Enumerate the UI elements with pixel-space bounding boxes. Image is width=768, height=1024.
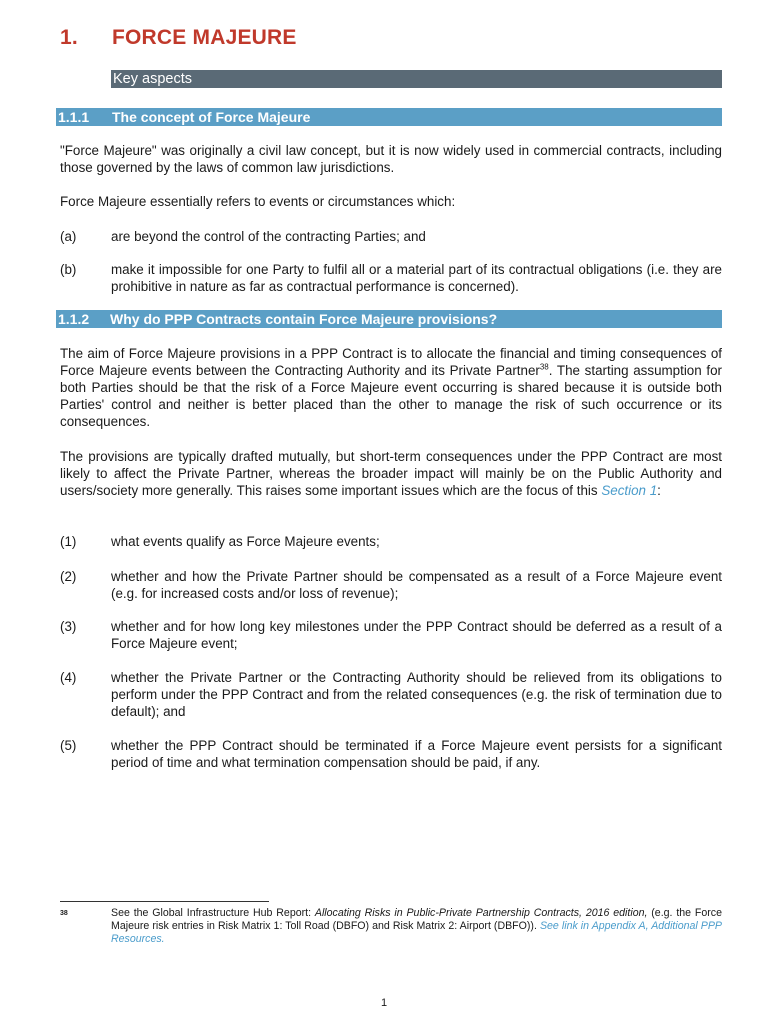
list-item-text: whether the Private Partner or the Contracting Authority should be relieved from its obligations to perform under the PPP Contract and from the related consequences (e.g. the risk of termination due to default); and <box>111 670 722 719</box>
footnote-report-title: Allocating Risks in Public-Private Partnership Contracts, 2016 edition, <box>314 907 648 919</box>
appendix-link[interactable]: See link in Appendix A, Additional PPP Resources. <box>111 920 722 945</box>
chapter-title: FORCE MAJEURE <box>112 26 297 49</box>
paragraph: "Force Majeure" was originally a civil law concept, but it is now widely used in commercial contracts, including those governed by the laws of common law jurisdictions. <box>60 143 722 175</box>
list-item-label: (5) <box>60 738 77 753</box>
section-heading-1-1-2 <box>56 310 722 328</box>
list-item-text: whether and how the Private Partner should be compensated as a result of a Force Majeure event (e.g. for increased costs and/or loss of revenue); <box>111 569 722 601</box>
list-item-text: are beyond the control of the contracting Parties; and <box>111 229 426 244</box>
list-item-label: (a) <box>60 229 77 244</box>
list-item-label: (b) <box>60 262 77 277</box>
list-item <box>60 568 722 602</box>
page-title <box>60 26 297 50</box>
paragraph <box>60 448 722 499</box>
list-item <box>60 737 722 771</box>
section-heading-1-1-1 <box>56 108 722 126</box>
list-item <box>60 618 722 652</box>
list-item-text: make it impossible for one Party to fulfil all or a material part of its contractual obligations (i.e. they are prohibitive in nature as far as contractual performance is concerned). <box>111 262 722 294</box>
list-item-label: (1) <box>60 534 77 549</box>
section-number: 1.1.2 <box>58 311 90 327</box>
paragraph: Force Majeure essentially refers to events or circumstances which: <box>60 194 456 209</box>
list-item-label: (3) <box>60 619 77 634</box>
footnote-text <box>111 907 722 946</box>
list-item <box>60 533 722 550</box>
section-title: The concept of Force Majeure <box>112 109 311 125</box>
list-item <box>60 228 722 245</box>
paragraph <box>60 345 722 430</box>
paragraph-text: : <box>657 483 661 498</box>
list-item-label: (4) <box>60 670 77 685</box>
list-item-text: what events qualify as Force Majeure events; <box>111 534 380 549</box>
footnote-reference[interactable]: 38 <box>539 362 549 372</box>
section-title: Why do PPP Contracts contain Force Majeure provisions? <box>110 311 498 327</box>
key-aspects-bar: Key aspects <box>111 70 722 88</box>
list-item <box>60 261 722 295</box>
footnote-divider <box>60 901 269 902</box>
list-item-text: whether and for how long key milestones under the PPP Contract should be deferred as a result of a Force Majeure event; <box>111 619 722 651</box>
footnote <box>60 907 722 946</box>
list-item <box>60 669 722 720</box>
footnote-text-part: (e.g. the Force Majeure risk entries in Risk Matrix 1: Toll Road (DBFO) and Risk Matrix 2: Airport (DBFO)). <box>111 907 722 932</box>
section-number: 1.1.1 <box>58 109 90 125</box>
footnote-number: 38 <box>60 910 68 917</box>
paragraph-text: . The starting assumption for both Parties should be that the risk of a Force Majeure event occurring is shared because it is outside both Parties' control and neither is better placed than the other to manage the risk of such occurrence or its consequences. <box>60 363 722 429</box>
footnote-text-part: See the Global Infrastructure Hub Report: <box>111 907 315 919</box>
section-link[interactable]: Section 1 <box>601 483 658 498</box>
paragraph-text: The provisions are typically drafted mutually, but short-term consequences under the PPP Contract are most likely to affect the Private Partner, whereas the broader impact will mainly be on the Public Authority and users/society more generally. This raises some important issues which are the focus of this <box>60 449 722 498</box>
list-item-label: (2) <box>60 569 77 584</box>
paragraph-text: The aim of Force Majeure provisions in a PPP Contract is to allocate the financial and timing consequences of Force Majeure events between the Contracting Authority and its Private Partner <box>60 346 722 378</box>
chapter-number: 1. <box>60 26 78 49</box>
list-item-text: whether the PPP Contract should be terminated if a Force Majeure event persists for a significant period of time and what termination compensation should be paid, if any. <box>111 738 722 770</box>
page-number: 1 <box>380 997 388 1009</box>
